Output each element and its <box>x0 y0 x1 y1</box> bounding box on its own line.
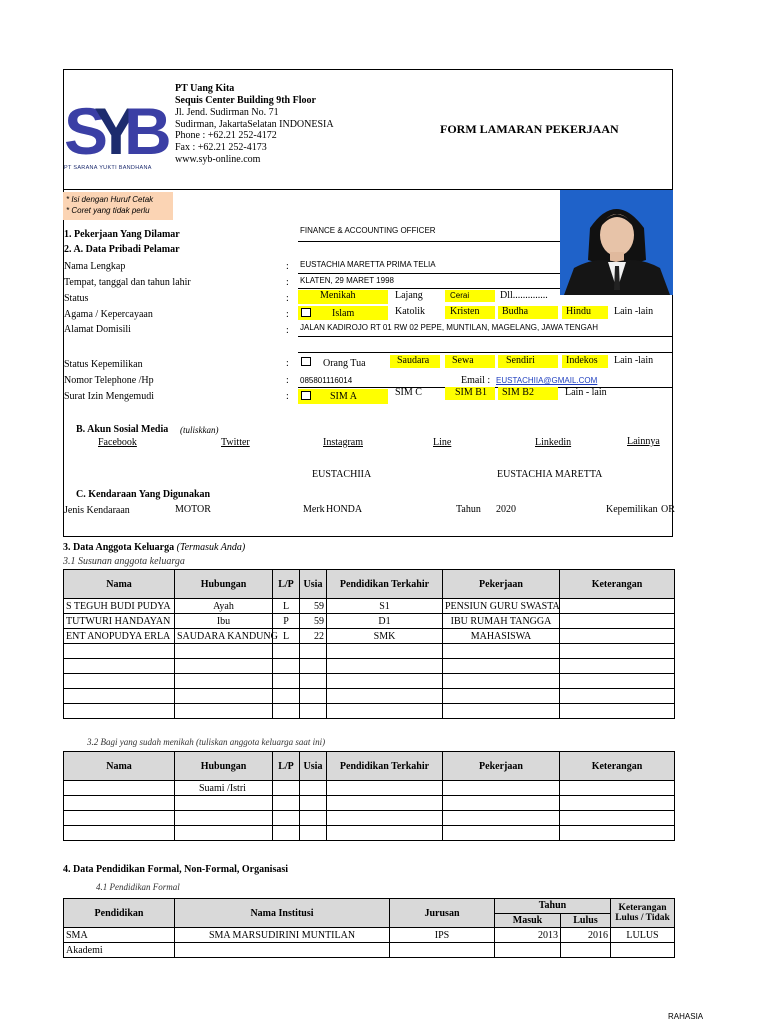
empty-cell[interactable] <box>64 674 175 689</box>
col-pendidikan: Pendidikan Terkahir <box>327 570 443 599</box>
platform-lainnya: Lainnya <box>627 436 660 447</box>
edu-institusi-cell[interactable]: SMA MARSUDIRINI MUNTILAN <box>175 928 390 943</box>
sim-option-a[interactable]: SIM A <box>330 391 357 402</box>
married-table-header <box>64 752 675 781</box>
agama-option-budha[interactable]: Budha <box>502 306 529 317</box>
edu-jurusan-cell[interactable]: IPS <box>390 928 495 943</box>
empty-cell[interactable] <box>327 689 443 704</box>
agama-option-hindu[interactable]: Hindu <box>566 306 591 317</box>
family-table-header <box>64 570 675 599</box>
company-name: PT Uang Kita <box>175 83 235 94</box>
confidential-footer: RAHASIA <box>668 1012 704 1021</box>
agama-label: Agama / Kepercayaan <box>64 309 153 320</box>
telp-value[interactable]: 085801116014 <box>300 376 353 385</box>
empty-cell[interactable] <box>175 826 273 841</box>
ttl-line <box>298 288 560 289</box>
colon: : <box>286 277 289 288</box>
col-nama: Nama <box>64 752 175 781</box>
applicant-photo <box>560 190 673 295</box>
sim-option-b2[interactable]: SIM B2 <box>502 387 534 398</box>
alamat-line-1 <box>298 336 673 337</box>
colon: : <box>286 293 289 304</box>
platform-instagram: Instagram <box>323 437 363 448</box>
education-table <box>63 898 675 958</box>
empty-cell[interactable] <box>64 659 175 674</box>
colon: : <box>286 325 289 336</box>
col-lp: L/P <box>273 752 300 781</box>
edu-institusi-cell[interactable] <box>175 943 390 958</box>
kepemilikan-label: Status Kepemilikan <box>64 359 143 370</box>
col-jurusan: Jurusan <box>390 899 495 928</box>
svg-text:S: S <box>64 94 103 168</box>
col-keterangan: Keterangan <box>560 752 675 781</box>
kepemilikan-kendaraan-label: Kepemilikan <box>606 504 658 515</box>
syb-logo-icon <box>64 94 172 170</box>
company-street: Jl. Jend. Sudirman No. 71 <box>175 107 279 118</box>
ttl-label: Tempat, tanggal dan tahun lahir <box>64 277 191 288</box>
table-row <box>64 644 675 659</box>
col-lp: L/P <box>273 570 300 599</box>
colon: : <box>286 261 289 272</box>
col-hubungan: Hubungan <box>175 752 273 781</box>
table-row <box>64 781 675 796</box>
section3-title-wrap <box>63 542 245 553</box>
empty-cell[interactable] <box>273 674 300 689</box>
table-row <box>64 614 675 629</box>
note-print: * Isi dengan Huruf Cetak <box>66 195 154 204</box>
family-lp-cell[interactable]: L <box>273 629 300 644</box>
company-website: www.syb-online.com <box>175 154 261 165</box>
edu-pendidikan-cell[interactable]: SMA <box>64 928 175 943</box>
empty-cell[interactable] <box>560 644 675 659</box>
col-pendidikan: Pendidikan Terkahir <box>327 752 443 781</box>
position-line <box>298 241 560 242</box>
col-institusi: Nama Institusi <box>175 899 390 928</box>
kepemilikan-option-sendiri[interactable]: Sendiri <box>506 355 535 366</box>
merk-label: Merk <box>303 504 325 515</box>
col-pekerjaan: Pekerjaan <box>443 570 560 599</box>
agama-option-katolik[interactable]: Katolik <box>395 306 425 317</box>
empty-cell[interactable] <box>443 644 560 659</box>
table-row <box>64 826 675 841</box>
family-hubungan-cell[interactable]: SAUDARA KANDUNG <box>175 629 273 644</box>
merk-value[interactable]: HONDA <box>326 504 363 515</box>
empty-cell[interactable] <box>443 704 560 719</box>
section3-title: 3. Data Anggota Keluarga <box>63 542 175 553</box>
edu-masuk-cell[interactable] <box>495 943 561 958</box>
ttl-value[interactable]: KLATEN, 29 MARET 1998 <box>300 276 394 285</box>
kepemilikan-kendaraan-value[interactable]: OR <box>661 504 675 515</box>
empty-cell[interactable] <box>443 811 560 826</box>
empty-cell[interactable] <box>175 704 273 719</box>
colon: : <box>286 309 289 320</box>
empty-cell[interactable] <box>300 674 327 689</box>
empty-cell[interactable] <box>560 704 675 719</box>
sim-label: Surat Izin Mengemudi <box>64 391 154 402</box>
family-usia-cell[interactable]: 59 <box>300 614 327 629</box>
empty-cell[interactable] <box>64 781 175 796</box>
edu-pendidikan-cell[interactable]: Akademi <box>64 943 175 958</box>
empty-cell[interactable] <box>327 644 443 659</box>
empty-cell[interactable] <box>64 644 175 659</box>
empty-cell[interactable] <box>273 826 300 841</box>
position-applied-value[interactable]: FINANCE & ACCOUNTING OFFICER <box>300 226 436 235</box>
nama-line <box>298 273 560 274</box>
empty-cell[interactable] <box>300 826 327 841</box>
col-pekerjaan: Pekerjaan <box>443 752 560 781</box>
family-pekerjaan-cell[interactable]: MAHASISWA <box>443 629 560 644</box>
edu-keterangan-cell[interactable] <box>611 943 675 958</box>
sectionB-hint: (tuliskkan) <box>180 425 219 435</box>
col-tahun: Tahun <box>495 899 611 914</box>
kepemilikan-option-orangtua[interactable]: Orang Tua <box>323 358 366 369</box>
family-pendidikan-cell[interactable]: SMK <box>327 629 443 644</box>
status-option-cerai[interactable]: Cerai <box>450 291 470 300</box>
section3-sub2: 3.2 Bagi yang sudah menikah (tuliskan anggota keluarga saat ini) <box>87 737 326 747</box>
empty-cell[interactable] <box>273 689 300 704</box>
empty-cell[interactable] <box>327 704 443 719</box>
family-nama-cell[interactable]: TUTWURI HANDAYAN <box>64 614 175 629</box>
status-option-lajang[interactable]: Lajang <box>395 290 423 301</box>
col-nama: Nama <box>64 570 175 599</box>
empty-cell[interactable] <box>327 659 443 674</box>
table-row <box>64 659 675 674</box>
col-pendidikan: Pendidikan <box>64 899 175 928</box>
family-keterangan-cell[interactable] <box>560 614 675 629</box>
family-usia-cell[interactable]: 59 <box>300 599 327 614</box>
empty-cell[interactable] <box>327 674 443 689</box>
empty-cell[interactable] <box>175 811 273 826</box>
table-row <box>64 599 675 614</box>
linkedin-value[interactable]: EUSTACHIA MARETTA <box>497 469 603 480</box>
table-row <box>64 796 675 811</box>
empty-cell[interactable] <box>64 826 175 841</box>
empty-cell[interactable] <box>327 781 443 796</box>
section3-sub1: 3.1 Susunan anggota keluarga <box>63 556 185 567</box>
jenis-kendaraan-label: Jenis Kendaraan <box>64 505 130 516</box>
edu-lulus-cell[interactable]: 2016 <box>561 928 611 943</box>
edu-lulus-cell[interactable] <box>561 943 611 958</box>
sim-option-c[interactable]: SIM C <box>395 387 422 398</box>
family-hubungan-cell[interactable]: Ayah <box>175 599 273 614</box>
family-keterangan-cell[interactable] <box>560 599 675 614</box>
alamat-line-2 <box>298 352 673 353</box>
empty-cell[interactable] <box>300 689 327 704</box>
family-lp-cell[interactable]: L <box>273 599 300 614</box>
empty-cell[interactable] <box>273 644 300 659</box>
family-pekerjaan-cell[interactable]: IBU RUMAH TANGGA <box>443 614 560 629</box>
section4-title: 4. Data Pendidikan Formal, Non-Formal, Organisasi <box>63 864 289 875</box>
table-row <box>64 811 675 826</box>
svg-text:Y: Y <box>94 94 133 168</box>
company-logo <box>64 94 172 170</box>
table-row <box>64 943 675 958</box>
family-pendidikan-cell[interactable]: S1 <box>327 599 443 614</box>
family-pekerjaan-cell[interactable]: PENSIUN GURU SWASTA <box>443 599 560 614</box>
empty-cell[interactable] <box>175 674 273 689</box>
empty-cell[interactable] <box>560 659 675 674</box>
empty-cell[interactable] <box>560 796 675 811</box>
telp-label: Nomor Telephone /Hp <box>64 375 154 386</box>
agama-option-kristen[interactable]: Kristen <box>450 306 480 317</box>
kepemilikan-option-indekos[interactable]: Indekos <box>566 355 598 366</box>
col-usia: Usia <box>300 752 327 781</box>
married-family-table <box>63 751 675 841</box>
education-header-row-1 <box>64 899 675 914</box>
married-hubungan-cell[interactable]: Suami /Istri <box>175 781 273 796</box>
empty-cell[interactable] <box>273 796 300 811</box>
empty-cell[interactable] <box>300 704 327 719</box>
empty-cell[interactable] <box>560 826 675 841</box>
sim-option-b1[interactable]: SIM B1 <box>455 387 487 398</box>
empty-cell[interactable] <box>560 781 675 796</box>
family-hubungan-cell[interactable]: Ibu <box>175 614 273 629</box>
nama-value[interactable]: EUSTACHIA MARETTA PRIMA TELIA <box>300 260 436 269</box>
section4-sub1: 4.1 Pendidikan Formal <box>96 882 180 892</box>
platform-line: Line <box>433 437 452 448</box>
tahun-label: Tahun <box>456 504 481 515</box>
empty-cell[interactable] <box>273 781 300 796</box>
family-nama-cell[interactable]: S TEGUH BUDI PUDYA <box>64 599 175 614</box>
svg-text:B: B <box>124 94 172 168</box>
empty-cell[interactable] <box>175 689 273 704</box>
empty-cell[interactable] <box>300 644 327 659</box>
empty-cell[interactable] <box>443 796 560 811</box>
section1-label: 1. Pekerjaan Yang Dilamar <box>64 229 180 240</box>
empty-cell[interactable] <box>443 689 560 704</box>
empty-cell[interactable] <box>175 659 273 674</box>
family-table <box>63 569 675 719</box>
instagram-value[interactable]: EUSTACHIIA <box>312 469 372 480</box>
empty-cell[interactable] <box>443 826 560 841</box>
company-fax: Fax : +62.21 252-4173 <box>175 142 267 153</box>
family-keterangan-cell[interactable] <box>560 629 675 644</box>
sectionB-title: B. Akun Sosial Media <box>76 424 169 435</box>
empty-cell[interactable] <box>273 659 300 674</box>
agama-option-lain[interactable]: Lain -lain <box>614 306 654 317</box>
colon: : <box>286 375 289 386</box>
section3-hint: (Termasuk Anda) <box>176 542 246 553</box>
empty-cell[interactable] <box>327 811 443 826</box>
empty-cell[interactable] <box>560 811 675 826</box>
status-option-menikah[interactable]: Menikah <box>320 290 356 301</box>
empty-cell[interactable] <box>560 674 675 689</box>
sim-a-checkbox[interactable] <box>301 391 311 400</box>
kepemilikan-option-sewa[interactable]: Sewa <box>452 355 474 366</box>
sectionC-title: C. Kendaraan Yang Digunakan <box>76 489 211 500</box>
col-masuk: Masuk <box>495 913 561 928</box>
kepemilikan-option-lain[interactable]: Lain -lain <box>614 355 654 366</box>
alamat-label: Alamat Domisili <box>64 324 131 335</box>
nama-label: Nama Lengkap <box>64 261 126 272</box>
empty-cell[interactable] <box>300 659 327 674</box>
empty-cell[interactable] <box>443 674 560 689</box>
family-usia-cell[interactable]: 22 <box>300 629 327 644</box>
edu-masuk-cell[interactable]: 2013 <box>495 928 561 943</box>
section2a-title: 2. A. Data Pribadi Pelamar <box>64 244 180 255</box>
company-building: Sequis Center Building 9th Floor <box>175 95 316 106</box>
kepemilikan-orangtua-checkbox[interactable] <box>301 357 311 366</box>
status-label: Status <box>64 293 89 304</box>
table-row <box>64 689 675 704</box>
logo-tagline: PT SARANA YUKTI BANDHANA <box>64 165 152 171</box>
table-row <box>64 629 675 644</box>
col-hubungan: Hubungan <box>175 570 273 599</box>
edu-keterangan-cell[interactable]: LULUS <box>611 928 675 943</box>
status-option-other[interactable]: Dll.............. <box>500 290 548 301</box>
col-keterangan: Keterangan <box>560 570 675 599</box>
empty-cell[interactable] <box>443 781 560 796</box>
family-lp-cell[interactable]: P <box>273 614 300 629</box>
instruction-note <box>63 192 173 220</box>
colon: : <box>286 391 289 402</box>
empty-cell[interactable] <box>273 811 300 826</box>
table-row <box>64 704 675 719</box>
empty-cell[interactable] <box>64 796 175 811</box>
empty-cell[interactable] <box>443 659 560 674</box>
email-label: Email : <box>461 375 491 386</box>
empty-cell[interactable] <box>64 689 175 704</box>
company-city: Sudirman, JakartaSelatan INDONESIA <box>175 119 334 130</box>
empty-cell[interactable] <box>300 781 327 796</box>
sim-option-lain[interactable]: Lain - lain <box>565 387 607 398</box>
jenis-kendaraan-value[interactable]: MOTOR <box>175 504 211 515</box>
family-nama-cell[interactable]: ENT ANOPUDYA ERLA <box>64 629 175 644</box>
empty-cell[interactable] <box>300 811 327 826</box>
company-phone: Phone : +62.21 252-4172 <box>175 130 277 141</box>
family-pendidikan-cell[interactable]: D1 <box>327 614 443 629</box>
platform-facebook: Facebook <box>98 437 137 448</box>
empty-cell[interactable] <box>327 826 443 841</box>
agama-islam-checkbox[interactable] <box>301 308 311 317</box>
platform-twitter: Twitter <box>221 437 250 448</box>
agama-option-islam[interactable]: Islam <box>332 308 355 319</box>
email-value[interactable]: EUSTACHIIA@GMAIL.COM <box>496 376 598 385</box>
alamat-value[interactable]: JALAN KADIROJO RT 01 RW 02 PEPE, MUNTILAN, MAGELANG, JAWA TENGAH <box>300 323 598 332</box>
form-title: FORM LAMARAN PEKERJAAN <box>440 122 619 136</box>
empty-cell[interactable] <box>300 796 327 811</box>
col-usia: Usia <box>300 570 327 599</box>
empty-cell[interactable] <box>273 704 300 719</box>
table-row <box>64 928 675 943</box>
edu-jurusan-cell[interactable] <box>390 943 495 958</box>
platform-linkedin: Linkedin <box>535 437 572 448</box>
empty-cell[interactable] <box>175 796 273 811</box>
tahun-value[interactable]: 2020 <box>496 504 516 515</box>
col-lulus: Lulus <box>561 913 611 928</box>
empty-cell[interactable] <box>175 644 273 659</box>
kepemilikan-option-saudara[interactable]: Saudara <box>397 355 430 366</box>
col-keterangan: Keterangan Lulus / Tidak <box>611 899 675 928</box>
table-row <box>64 674 675 689</box>
empty-cell[interactable] <box>64 811 175 826</box>
colon: : <box>286 358 289 369</box>
empty-cell[interactable] <box>560 689 675 704</box>
empty-cell[interactable] <box>327 796 443 811</box>
note-strike: * Coret yang tidak perlu <box>66 206 150 215</box>
empty-cell[interactable] <box>64 704 175 719</box>
